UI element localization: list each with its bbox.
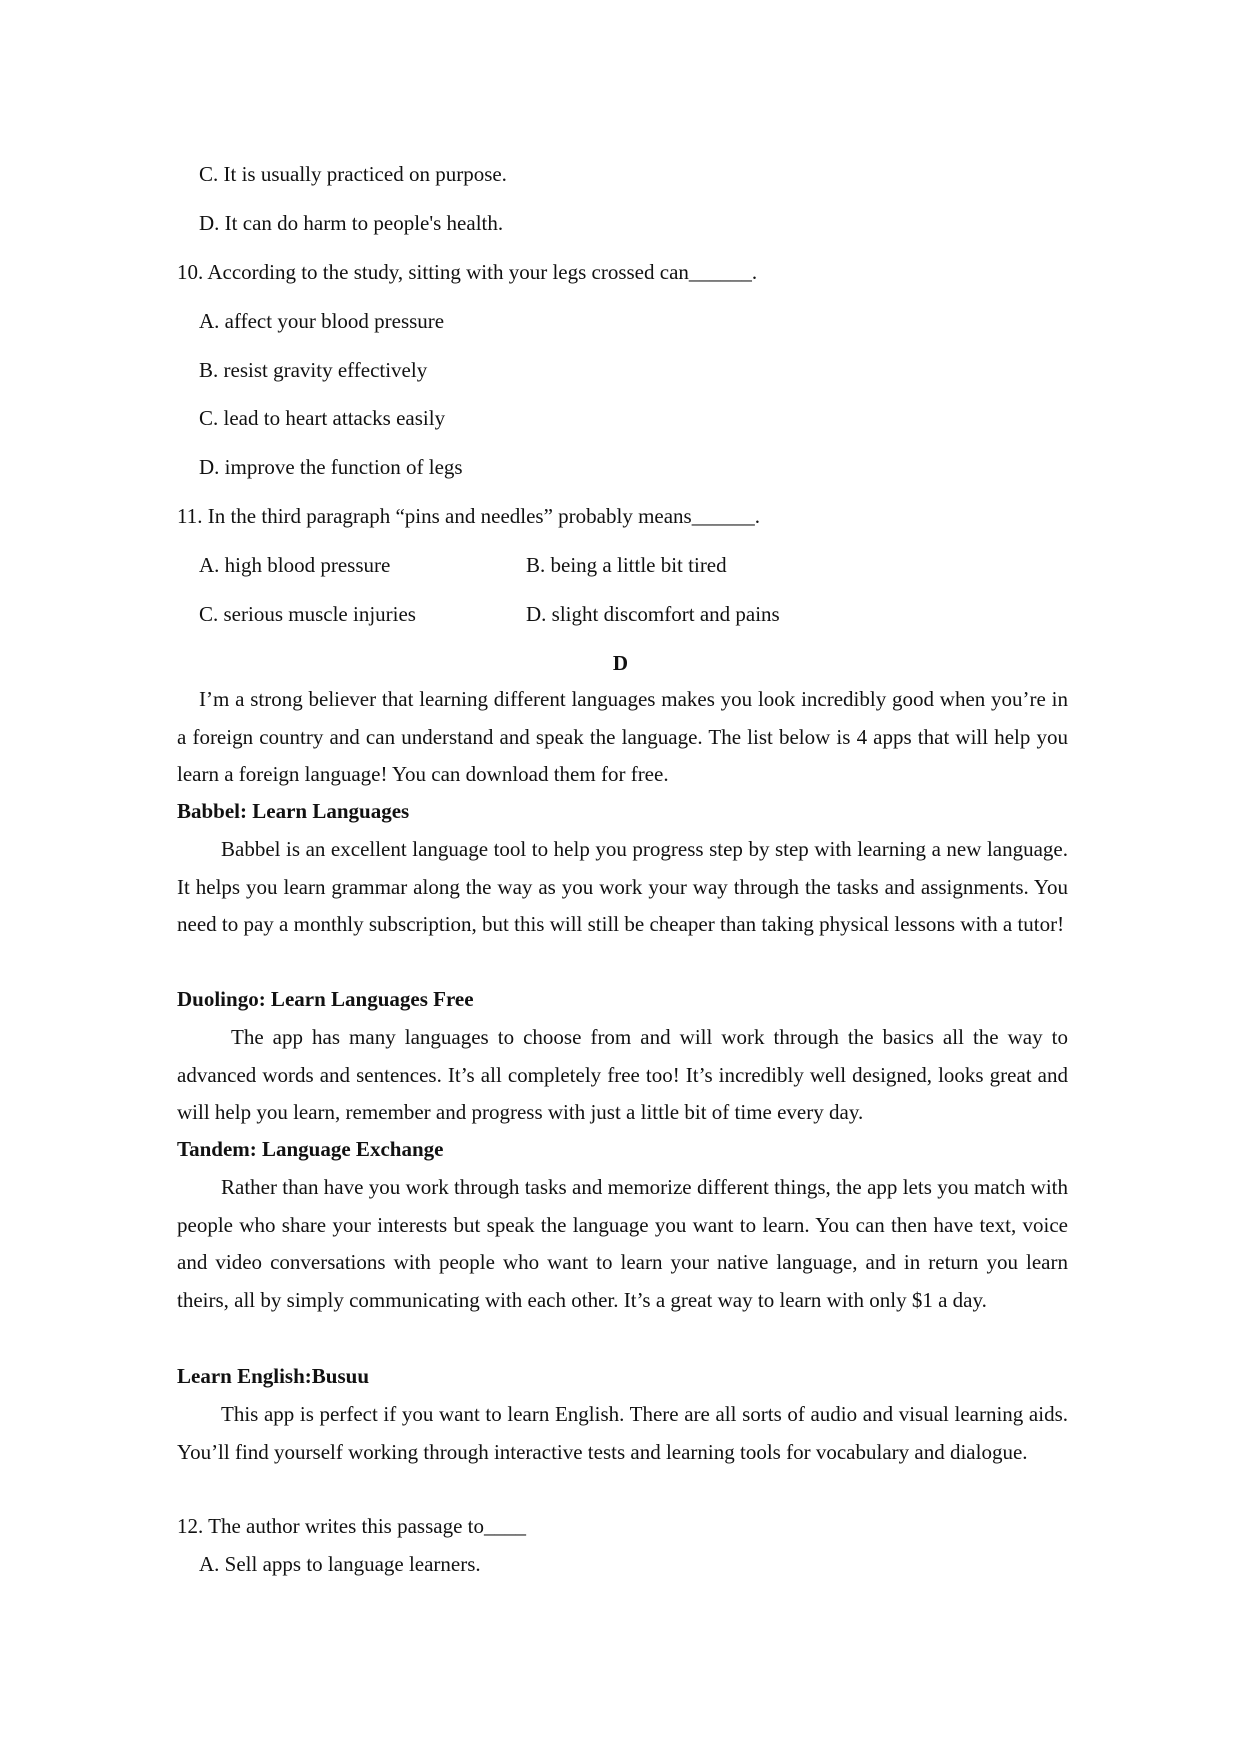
passage-intro: I’m a strong believer that learning different languages makes you look incredibly good when you’re in a foreign country and can understand and speak the language. The list below is 4 apps that will help you learn a foreign language! You can download them for free. bbox=[177, 687, 1068, 787]
app-body-tandem: Rather than have you work through tasks and memorize different things, the app lets you match with people who share your interests but speak the language you want to learn. You can then have text, voice and video conversations with people who want to learn your native language, and in return you learn theirs, all by simply communicating with each other. It’s a great way to learn with only $1 a day. bbox=[177, 1175, 1068, 1313]
q11-option-a: A. high blood pressure bbox=[199, 553, 391, 577]
passage-letter: D bbox=[612, 651, 629, 675]
app-body-duolingo: The app has many languages to choose from and will work through the basics all the way to advanced words and sentences. It’s all completely free too! It’s incredibly well designed, looks great and will help you learn, remember and progress with just a little bit of time every day. bbox=[177, 1025, 1068, 1125]
q12-stem: 12. The author writes this passage to____ bbox=[177, 1514, 526, 1538]
q10-option-a: A. affect your blood pressure bbox=[199, 309, 445, 333]
app-body-busuu: This app is perfect if you want to learn English. There are all sorts of audio and visual learning aids. You’ll find yourself working through interactive tests and learning tools for vocabulary and dialogue. bbox=[177, 1402, 1068, 1464]
q12-option-a: A. Sell apps to language learners. bbox=[199, 1552, 481, 1576]
q11-option-c: C. serious muscle injuries bbox=[199, 602, 416, 626]
q10-stem: 10. According to the study, sitting with your legs crossed can______. bbox=[177, 260, 758, 284]
app-body-babbel: Babbel is an excellent language tool to help you progress step by step with learning a new language. It helps you learn grammar along the way as you work your way through the tasks and assignments. You need to pay a monthly subscription, but this will still be cheaper than taking physical lessons with a tutor! bbox=[177, 837, 1068, 937]
q10-option-d: D. improve the function of legs bbox=[199, 455, 463, 479]
q11-stem: 11. In the third paragraph “pins and needles” probably means______. bbox=[177, 504, 760, 528]
q9-option-d: D. It can do harm to people's health. bbox=[199, 211, 504, 235]
app-title-duolingo: Duolingo: Learn Languages Free bbox=[177, 987, 474, 1011]
q9-option-c: C. It is usually practiced on purpose. bbox=[199, 162, 507, 186]
q10-option-c: C. lead to heart attacks easily bbox=[199, 406, 446, 430]
q11-option-b: B. being a little bit tired bbox=[526, 553, 727, 577]
app-title-tandem: Tandem: Language Exchange bbox=[177, 1137, 444, 1161]
q11-option-d: D. slight discomfort and pains bbox=[526, 602, 780, 626]
app-title-babbel: Babbel: Learn Languages bbox=[177, 799, 410, 823]
q10-option-b: B. resist gravity effectively bbox=[199, 358, 428, 382]
app-title-busuu: Learn English:Busuu bbox=[177, 1364, 369, 1388]
